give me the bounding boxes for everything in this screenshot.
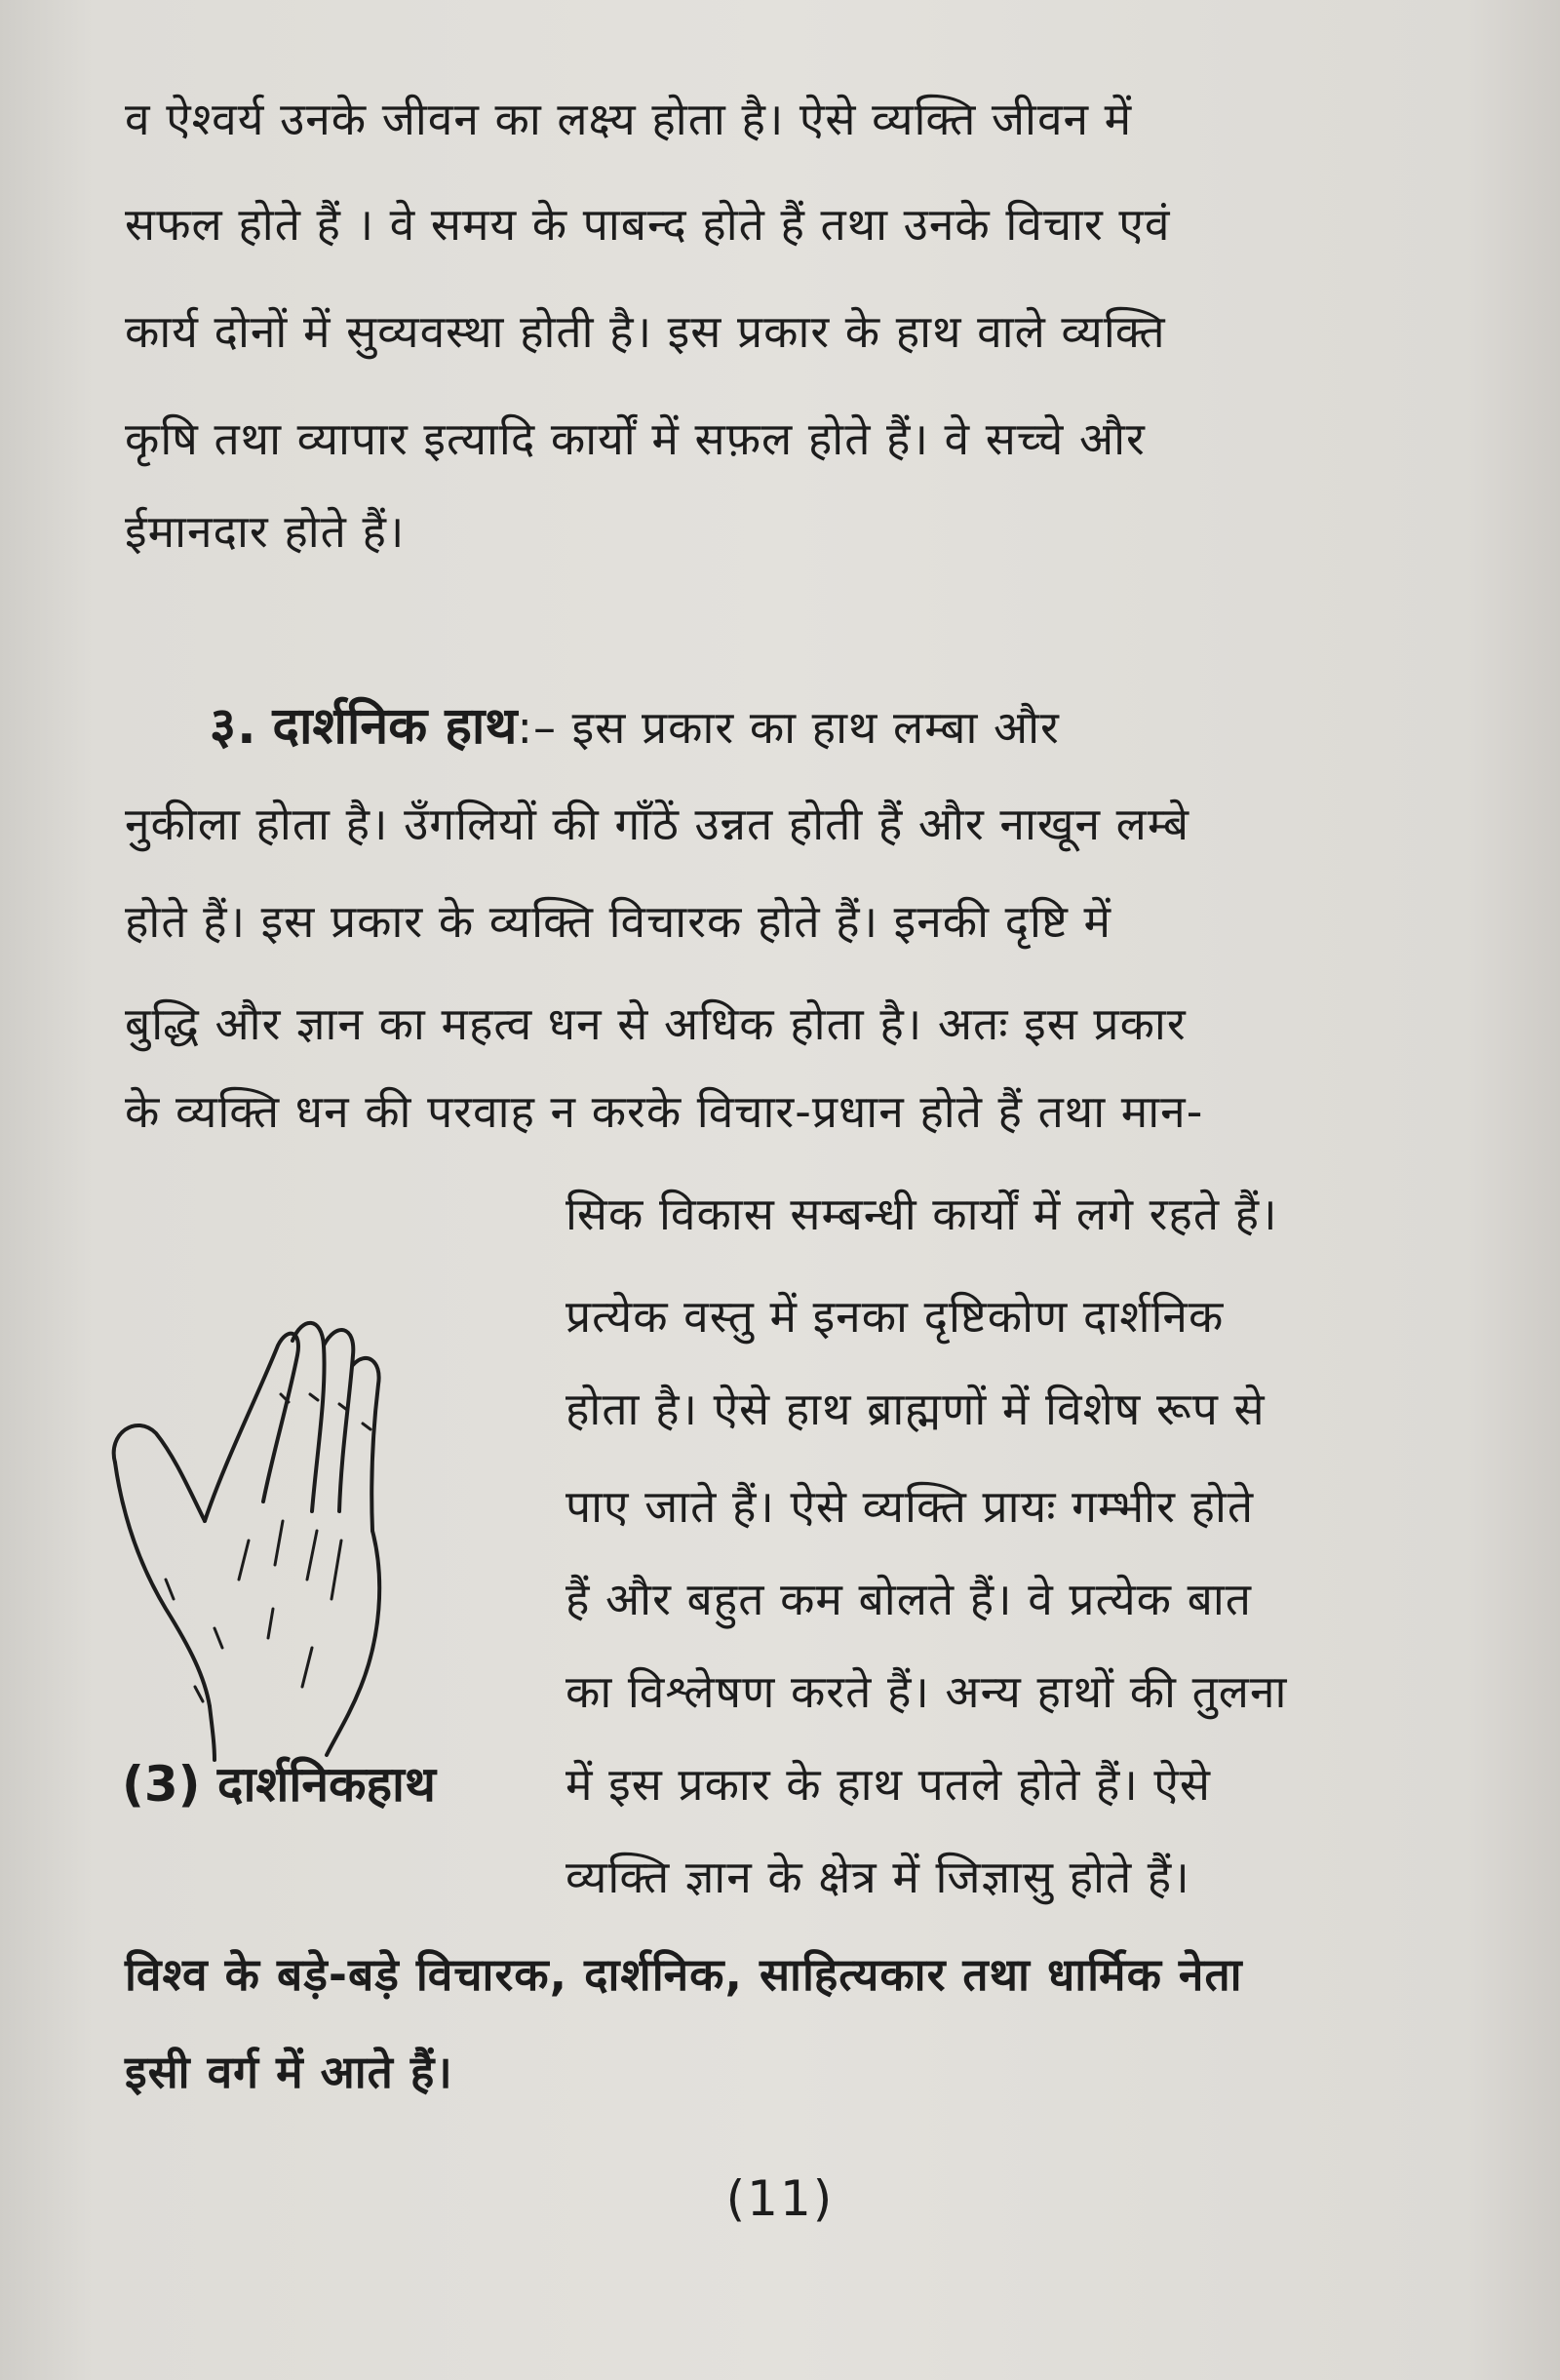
text-line: के व्यक्ति धन की परवाह न करके विचार-प्रधान होते हैं तथा मान- [125,1085,1204,1138]
text-line: व्यक्ति ज्ञान के क्षेत्र में जिज्ञासु होते हैं। [566,1851,1190,1903]
text-line: नुकीला होता है। उँगलियों की गाँठें उन्नत होती हैं और नाखून लम्बे [125,798,1190,850]
text-line: होता है। ऐसे हाथ ब्राह्मणों में विशेष रूप से [566,1383,1266,1435]
text-line: में इस प्रकार के हाथ पतले होते हैं। ऐसे [566,1758,1211,1811]
text-line: कार्य दोनों में सुव्यवस्था होती है। इस प्रकार के हाथ वाले व्यक्ति [125,305,1166,358]
text-line: सिक विकास सम्बन्धी कार्यों में लगे रहते हैं। [566,1188,1278,1240]
section-heading-line [210,697,1467,756]
text-line: व ऐश्वर्य उनके जीवन का लक्ष्य होता है। ऐसे व्यक्ति जीवन में [125,93,1133,145]
text-line: होते हैं। इस प्रकार के व्यक्ति विचारक होते हैं। इनकी दृष्टि में [125,895,1112,948]
hand-drawing-icon [98,1287,507,1765]
text-line: इसी वर्ग में आते हैं। [125,2046,453,2098]
text-line: विश्व के बड़े-बड़े विचारक, दार्शनिक, साहित्यकार तथा धार्मिक नेता [125,1948,1243,2001]
text-line: बुद्धि और ज्ञान का महत्व धन से अधिक होता है। अतः इस प्रकार [125,997,1187,1050]
text-line: पाए जाते हैं। ऐसे व्यक्ति प्रायः गम्भीर होते [566,1480,1255,1533]
section-title: दार्शनिक हाथ [272,697,518,756]
text-line: का विश्लेषण करते हैं। अन्य हाथों की तुलना [566,1665,1288,1718]
text-line: हैं और बहुत कम बोलते हैं। वे प्रत्येक बात [566,1573,1252,1625]
page-number: (11) [725,2170,835,2227]
section-number: ३. [210,697,257,756]
section-lead-text: :– इस प्रकार का हाथ लम्बा और [517,701,1060,754]
text-line: सफल होते हैं । वे समय के पाबन्द होते हैं तथा उनके विचार एवं [125,198,1171,251]
figure-caption: (3) दार्शनिकहाथ [122,1756,436,1813]
text-line: कृषि तथा व्यापार इत्यादि कार्यों में सफ़ल होते हैं। वे सच्चे और [125,412,1146,465]
text-line: प्रत्येक वस्तु में इनका दृष्टिकोण दार्शनिक [566,1290,1225,1343]
text-line: ईमानदार होते हैं। [125,505,406,558]
